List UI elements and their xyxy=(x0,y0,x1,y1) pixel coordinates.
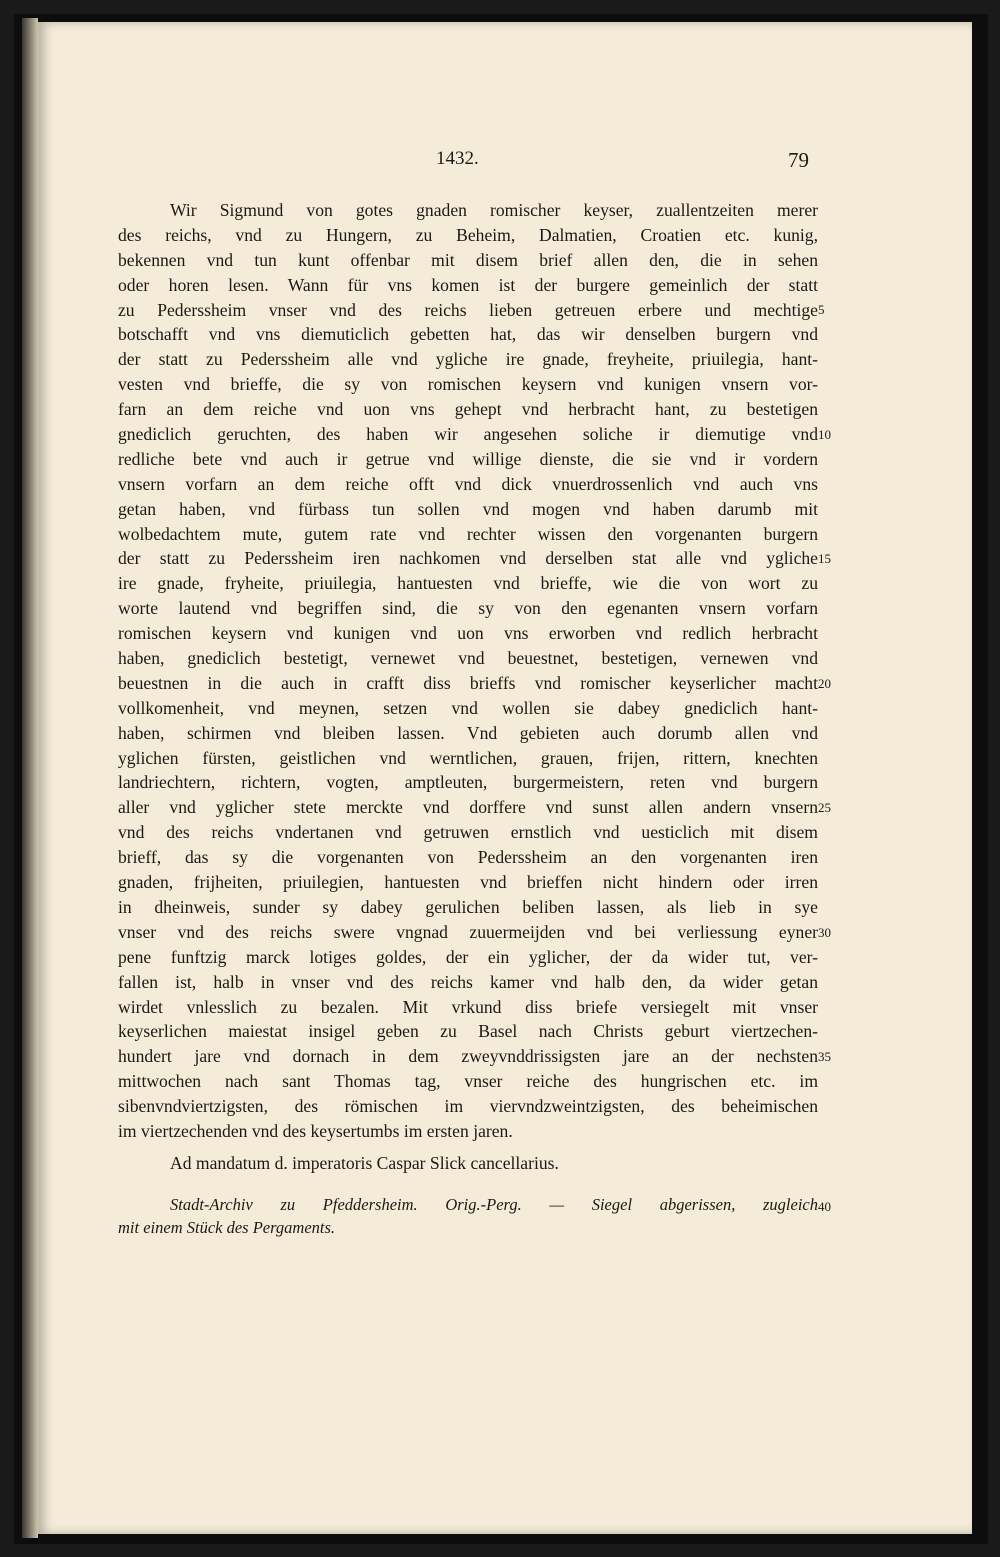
text-line: hundert jare vnd dornach in dem zweyvnddrissigsten jare an der nechsten xyxy=(118,1046,818,1067)
text-line: zu Pederssheim vnser vnd des reichs lieben getreuen erbere und mechtige xyxy=(118,299,818,320)
text-line: der statt zu Pederssheim iren nachkomen vnd derselben stat alle vnd ygliche xyxy=(118,548,818,569)
text-line: in dheinweis, sunder sy dabey gerulichen beliben lassen, als lieb in sye xyxy=(118,896,818,917)
text-line: vollkomenheit, vnd meynen, setzen vnd wollen sie dabey gnediclich hant- xyxy=(118,697,818,718)
text-line: oder horen lesen. Wann für vns komen ist der burgere gemeinlich der statt xyxy=(118,274,818,295)
line-number: 15 xyxy=(818,551,831,566)
source-line: Stadt-Archiv zu Pfeddersheim. Orig.-Perg. — Siegel abgerissen, zugleich xyxy=(170,1195,818,1214)
text-line: fallen ist, halb in vnser vnd des reichs kamer vnd halb den, da wider getan xyxy=(118,971,818,992)
line-number: 5 xyxy=(818,302,825,317)
line-number: 40 xyxy=(818,1199,831,1214)
line-number: 35 xyxy=(818,1049,831,1064)
line-number: 30 xyxy=(818,925,831,940)
text-line: mittwochen nach sant Thomas tag, vnser reiche des hungrischen etc. im xyxy=(118,1071,818,1092)
text-line: yglichen fürsten, geistlichen vnd werntlichen, grauen, frijen, rittern, knechten xyxy=(118,747,818,768)
text-line: haben, schirmen vnd bleiben lassen. Vnd gebieten auch dorumb allen vnd xyxy=(118,722,818,743)
text-line: keyserlichen maiestat insigel geben zu Basel nach Christs geburt viertzechen- xyxy=(118,1021,818,1042)
text-line: wolbedachtem mute, gutem rate vnd rechter wissen den vorgenanten burgern xyxy=(118,523,818,544)
source-line: mit einem Stück des Pergaments. xyxy=(118,1218,336,1237)
text-line: der statt zu Pederssheim alle vnd ygliche ire gnade, freyheite, priuilegia, hant- xyxy=(118,349,818,370)
page-header xyxy=(0,148,1000,172)
text-line: worte lautend vnd begriffen sind, die sy von den egenanten vnsern vorfarn xyxy=(118,598,818,619)
text-line: sibenvndviertzigsten, des römischen im viervndzweintzigsten, des beheimischen xyxy=(118,1096,818,1117)
header-year: 1432. xyxy=(436,148,479,169)
text-line: getan haben, vnd fürbass tun sollen vnd mogen vnd haben darumb mit xyxy=(118,498,818,519)
text-line: Wir Sigmund von gotes gnaden romischer keyser, zuallentzeiten merer xyxy=(170,200,818,220)
text-line: brieff, das sy die vorgenanten von Pederssheim an den vorgenanten iren xyxy=(118,847,818,868)
text-line: redliche bete vnd auch ir getrue vnd willige dienste, die sie vnd ir vordern xyxy=(118,448,818,469)
line-number: 25 xyxy=(818,800,831,815)
text-line: haben, gnediclich bestetigt, vernewet vnd beuestnet, bestetigen, vernewen vnd xyxy=(118,648,818,669)
text-line: beuestnen in die auch in crafft diss brieffs vnd romischer keyserlicher macht xyxy=(118,672,818,693)
text-line: bekennen vnd tun kunt offenbar mit disem brief allen den, die in sehen xyxy=(118,249,818,270)
source-note xyxy=(118,1193,818,1239)
text-line: botschafft vnd vns diemuticlich gebetten hat, das wir denselben burgern vnd xyxy=(118,324,818,345)
text-line: wirdet vnlesslich zu bezalen. Mit vrkund diss briefe versiegelt mit vnser xyxy=(118,996,818,1017)
book-gutter xyxy=(22,18,38,1538)
text-line: landriechtern, richtern, vogten, amptleuten, burgermeistern, reten vnd burgern xyxy=(118,772,818,793)
page-number: 79 xyxy=(788,148,809,172)
text-line: im viertzechenden vnd des keysertumbs im ersten jaren. xyxy=(118,1120,513,1141)
text-line: pene funftzig marck lotiges goldes, der ein yglicher, der da wider tut, ver- xyxy=(118,946,818,967)
document-body xyxy=(118,198,818,1144)
text-line: vesten vnd brieffe, die sy von romischen keysern vnd kunigen vnsern vor- xyxy=(118,374,818,395)
text-line: des reichs, vnd zu Hungern, zu Beheim, Dalmatien, Croatien etc. kunig, xyxy=(118,224,818,245)
text-line: gnediclich geruchten, des haben wir angesehen soliche ir diemutige vnd xyxy=(118,424,818,445)
text-line: romischen keysern vnd kunigen vnd uon vns erworben vnd redlich herbracht xyxy=(118,623,818,644)
text-line: farn an dem reiche vnd uon vns gehept vnd herbracht hant, zu bestetigen xyxy=(118,399,818,420)
text-line: gnaden, frijheiten, priuilegien, hantuesten vnd brieffen nicht hindern oder irren xyxy=(118,872,818,893)
text-line: aller vnd yglicher stete merckte vnd dorffere vnd sunst allen andern vnsern xyxy=(118,797,818,818)
text-line: vnser vnd des reichs swere vngnad zuuermeijden vnd bei verliessung eyner xyxy=(118,921,818,942)
line-number: 10 xyxy=(818,427,831,442)
closing-signature-line: Ad mandatum d. imperatoris Caspar Slick cancellarius. xyxy=(170,1153,559,1173)
text-line: vnsern vorfarn an dem reiche offt vnd dick vnuerdrossenlich vnd auch vns xyxy=(118,473,818,494)
text-line: ire gnade, fryheite, priuilegia, hantuesten vnd brieffe, wie die von wort zu xyxy=(118,573,818,594)
line-number: 20 xyxy=(818,676,831,691)
text-line: vnd des reichs vndertanen vnd getruwen ernstlich vnd uesticlich mit disem xyxy=(118,822,818,843)
